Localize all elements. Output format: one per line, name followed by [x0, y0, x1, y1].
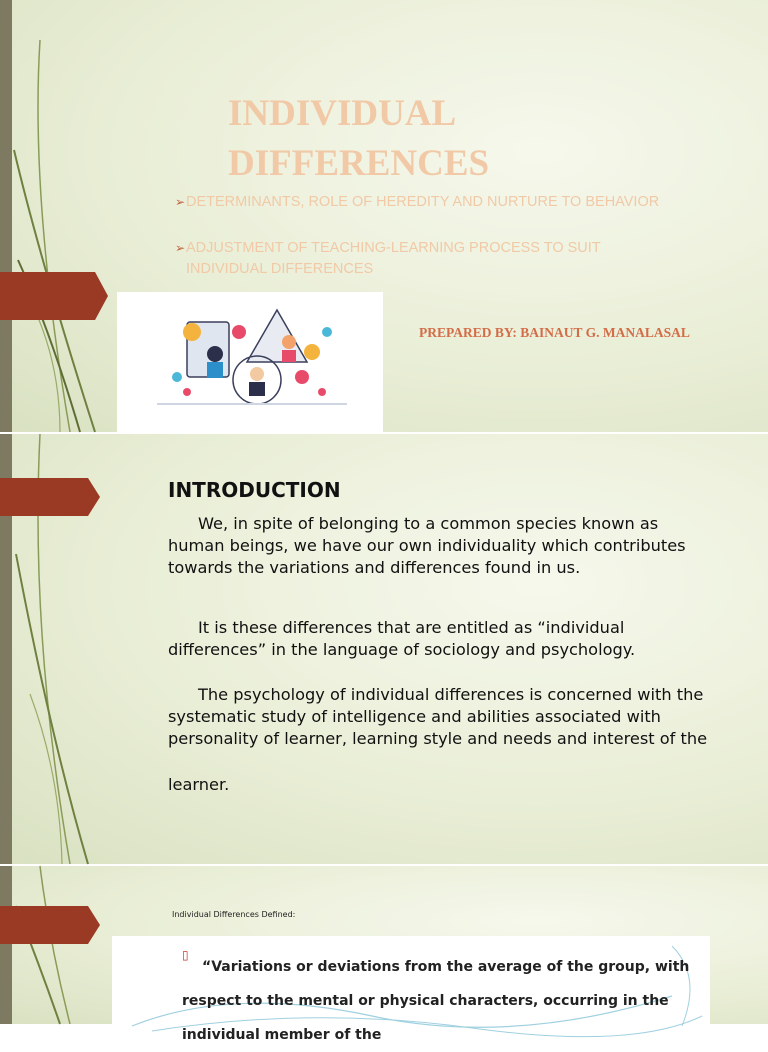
accent-tab — [0, 272, 108, 320]
paragraph: It is these differences that are entitled as “individual differences” in the language of sociology and psychology. — [168, 618, 636, 659]
bullet-item: ➢ ADJUSTMENT OF TEACHING-LEARNING PROCESS TO SUIT INDIVIDUAL DIFFERENCES — [175, 240, 601, 277]
grass-decoration — [0, 0, 110, 432]
people-illustration-icon — [117, 292, 383, 432]
accent-tab — [0, 906, 100, 944]
paragraph: learner. — [168, 775, 230, 794]
slide-introduction — [0, 434, 768, 864]
definition-quote: “Variations or deviations from the average of the group, with respect to the mental or physical characters, occurring in the individual member of the — [182, 959, 690, 1043]
accent-tab — [0, 478, 100, 516]
slide-definition — [0, 866, 768, 1043]
square-bullet-icon: ▯ — [182, 948, 189, 962]
slide-title — [0, 0, 768, 432]
section-heading: Individual Differences Defined: — [172, 910, 296, 919]
title-line-2: DIFFERENCES — [228, 143, 490, 184]
grass-decoration — [0, 866, 110, 1024]
paragraph: The psychology of individual differences is concerned with the systematic study of intelligence and abilities associated with personality of learner, learning style and needs and interest of the — [168, 685, 708, 748]
section-heading: INTRODUCTION — [168, 478, 341, 502]
definition-box — [112, 936, 710, 1043]
prepared-by: PREPARED BY: BAINAUT G. MANALASAL — [419, 325, 690, 340]
arrow-bullet-icon: ➢ — [175, 195, 186, 209]
title-line-1: INDIVIDUAL — [228, 93, 457, 134]
arrow-bullet-icon: ➢ — [175, 241, 186, 255]
illustration-image — [117, 292, 383, 432]
paragraph: We, in spite of belonging to a common species known as human beings, we have our own individuality which contributes towards the variations and differences found in us. — [168, 514, 686, 577]
bullet-item: ➢ DETERMINANTS, ROLE OF HEREDITY AND NURTURE TO BEHAVIOR — [178, 192, 678, 213]
